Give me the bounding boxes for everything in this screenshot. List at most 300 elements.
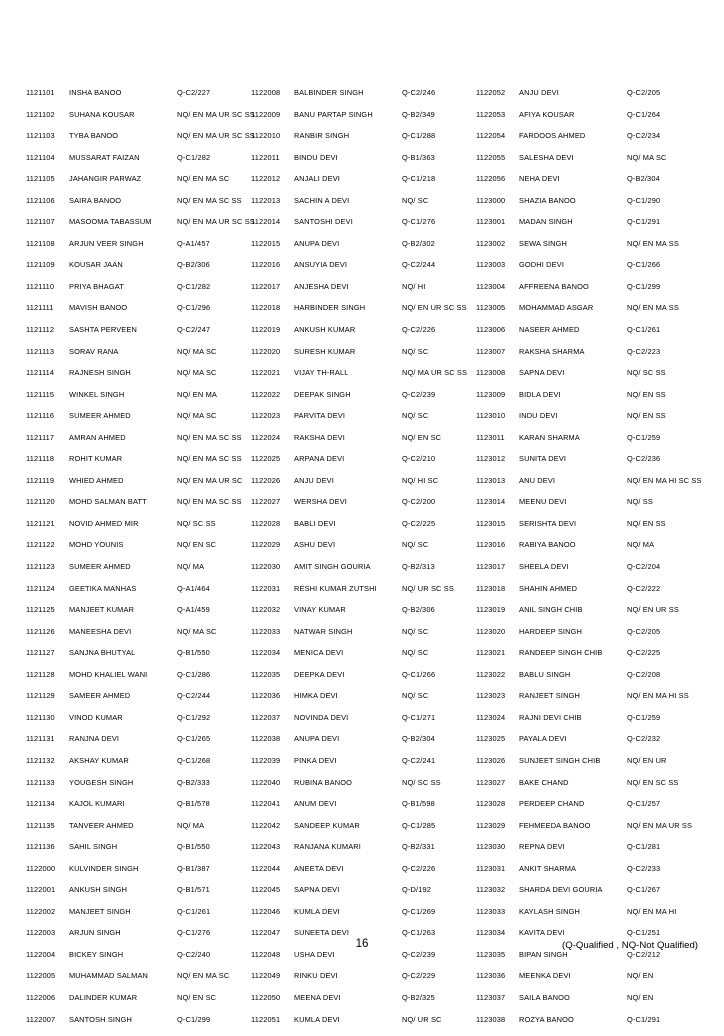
roll-number: 1122010 — [251, 131, 281, 141]
table-row — [26, 562, 251, 584]
table-row — [251, 325, 476, 347]
status-code: Q-B1/550 — [177, 842, 210, 852]
table-row — [251, 756, 476, 778]
status-code: Q-C2/232 — [627, 734, 661, 744]
candidate-name: MOHD YOUNIS — [69, 540, 124, 550]
candidate-name: KOUSAR JAAN — [69, 260, 123, 270]
candidate-name: BANU PARTAP SINGH — [294, 109, 373, 119]
candidate-name: SHAZIA BANOO — [519, 195, 576, 205]
status-code: NQ/ SC SS — [177, 518, 216, 528]
status-code: Q-C2/223 — [627, 346, 661, 356]
status-code: Q-C1/271 — [402, 712, 436, 722]
table-row — [26, 1015, 251, 1036]
status-code: Q-B2/306 — [402, 605, 435, 615]
candidate-name: MEENU DEVI — [519, 497, 567, 507]
candidate-name: BICKEY SINGH — [69, 949, 124, 959]
status-code: NQ/ SC — [402, 346, 429, 356]
candidate-name: HARDEEP SINGH — [519, 626, 583, 636]
roll-number: 1123009 — [476, 389, 506, 399]
roll-number: 1123025 — [476, 734, 506, 744]
candidate-name: ANUM DEVI — [294, 799, 337, 809]
candidate-name: TANVEER AHMED — [69, 820, 134, 830]
status-code: NQ/ EN — [627, 992, 654, 1002]
roll-number: 1121112 — [26, 325, 55, 335]
roll-number: 1123018 — [476, 583, 506, 593]
candidate-name: ASHU DEVI — [294, 540, 336, 550]
status-code: Q-C1/266 — [627, 260, 661, 270]
candidate-name: ANEETA DEVI — [294, 863, 344, 873]
candidate-name: ANUPA DEVI — [294, 734, 340, 744]
candidate-name: ANUPA DEVI — [294, 238, 340, 248]
candidate-name: ANKUSH KUMAR — [294, 325, 356, 335]
roll-number: 1122027 — [251, 497, 281, 507]
candidate-name: TYBA BANOO — [69, 131, 119, 141]
table-row — [251, 799, 476, 821]
candidate-name: SERISHTA DEVI — [519, 518, 577, 528]
status-code: Q-C1/276 — [177, 928, 211, 938]
table-row — [476, 627, 701, 649]
roll-number: 1121105 — [26, 174, 55, 184]
status-code: Q-B2/325 — [402, 992, 435, 1002]
candidate-name: KAYLASH SINGH — [519, 906, 580, 916]
table-row — [476, 174, 701, 196]
table-row — [476, 325, 701, 347]
status-code: NQ/ SC — [402, 195, 429, 205]
table-row — [26, 971, 251, 993]
table-row — [251, 260, 476, 282]
status-code: Q-C1/264 — [627, 109, 661, 119]
candidate-name: MOHAMMAD ASGAR — [519, 303, 594, 313]
candidate-name: SAPNA DEVI — [519, 368, 565, 378]
status-code: NQ/ EN MA SC SS — [177, 454, 242, 464]
table-row — [26, 368, 251, 390]
status-code: Q-B2/306 — [177, 260, 210, 270]
candidate-name: ANIL SINGH CHIB — [519, 605, 583, 615]
table-row — [251, 217, 476, 239]
table-row — [251, 88, 476, 110]
table-row — [251, 885, 476, 907]
candidate-name: RANJEET SINGH — [519, 691, 580, 701]
candidate-name: SAILA BANOO — [519, 992, 570, 1002]
table-row — [26, 303, 251, 325]
roll-number: 1122004 — [26, 949, 56, 959]
roll-number: 1122018 — [251, 303, 281, 313]
candidate-name: ROZYA BANOO — [519, 1014, 574, 1024]
candidate-name: AMIT SINGH GOURIA — [294, 562, 371, 572]
status-code: NQ/ SC — [402, 540, 429, 550]
candidate-name: ANSUYIA DEVI — [294, 260, 348, 270]
status-code: Q-C1/288 — [402, 131, 436, 141]
candidate-name: SHARDA DEVI GOURIA — [519, 885, 603, 895]
roll-number: 1122035 — [251, 669, 281, 679]
status-code: Q-C1/281 — [627, 842, 661, 852]
candidate-name: RINKU DEVI — [294, 971, 338, 981]
roll-number: 1123021 — [476, 648, 506, 658]
roll-number: 1121128 — [26, 669, 55, 679]
status-code: NQ/ MA SC — [627, 152, 667, 162]
status-code: Q-C1/285 — [402, 820, 436, 830]
table-row — [251, 562, 476, 584]
status-code: Q-A1/457 — [177, 238, 210, 248]
candidate-name: MEENKA DEVI — [519, 971, 571, 981]
status-code: Q-C2/225 — [402, 518, 436, 528]
roll-number: 1122003 — [26, 928, 56, 938]
roll-number: 1123037 — [476, 992, 506, 1002]
table-row — [251, 433, 476, 455]
table-row — [26, 993, 251, 1015]
candidate-name: GODHI DEVI — [519, 260, 565, 270]
table-row — [26, 821, 251, 843]
roll-number: 1122009 — [251, 109, 281, 119]
roll-number: 1121109 — [26, 260, 55, 270]
table-row — [476, 411, 701, 433]
candidate-name: AFIYA KOUSAR — [519, 109, 575, 119]
table-row — [476, 433, 701, 455]
candidate-name: SANTOSH SINGH — [69, 1014, 133, 1024]
status-code: Q-B2/333 — [177, 777, 210, 787]
status-code: Q-C1/299 — [177, 1014, 211, 1024]
status-code: Q-C2/226 — [402, 325, 436, 335]
roll-number: 1123022 — [476, 669, 506, 679]
candidate-name: NOVINDA DEVI — [294, 712, 349, 722]
table-row — [26, 282, 251, 304]
roll-number: 1122005 — [26, 971, 56, 981]
table-row — [476, 153, 701, 175]
status-code: Q-B1/363 — [402, 152, 435, 162]
candidate-name: SAPNA DEVI — [294, 885, 340, 895]
candidate-name: WHIED AHMED — [69, 475, 124, 485]
candidate-name: KUMLA DEVI — [294, 906, 340, 916]
roll-number: 1122021 — [251, 368, 281, 378]
status-code: NQ/ MA SC — [177, 626, 217, 636]
roll-number: 1121129 — [26, 691, 55, 701]
status-code: Q-C2/247 — [177, 325, 211, 335]
roll-number: 1121135 — [26, 820, 55, 830]
status-code: Q-C2/227 — [177, 88, 211, 97]
table-row — [251, 497, 476, 519]
status-code: Q-C2/244 — [177, 691, 211, 701]
roll-number: 1122045 — [251, 885, 281, 895]
roll-number: 1121120 — [26, 497, 55, 507]
status-code: NQ/ EN SS — [627, 389, 666, 399]
table-row — [476, 734, 701, 756]
candidate-name: HARBINDER SINGH — [294, 303, 366, 313]
table-row — [251, 368, 476, 390]
roll-number: 1121130 — [26, 712, 55, 722]
table-row — [26, 519, 251, 541]
table-row — [476, 519, 701, 541]
table-row — [476, 756, 701, 778]
status-code: Q-D/192 — [402, 885, 431, 895]
roll-number: 1122019 — [251, 325, 281, 335]
table-row — [26, 627, 251, 649]
roll-number: 1122017 — [251, 281, 281, 291]
status-code: Q-C2/239 — [402, 389, 436, 399]
table-row — [476, 971, 701, 993]
status-code: NQ/ SC SS — [627, 368, 666, 378]
table-row — [26, 756, 251, 778]
status-code: Q-C2/239 — [402, 949, 436, 959]
status-code: Q-C1/267 — [627, 885, 661, 895]
roll-number: 1121131 — [26, 734, 55, 744]
table-row — [476, 821, 701, 843]
table-row — [26, 713, 251, 735]
roll-number: 1123033 — [476, 906, 506, 916]
table-row — [476, 217, 701, 239]
candidate-name: BABLI DEVI — [294, 518, 336, 528]
roll-number: 1123008 — [476, 368, 506, 378]
status-code: NQ/ EN SC SS — [627, 777, 679, 787]
table-row — [476, 390, 701, 412]
status-code: Q-C1/265 — [177, 734, 211, 744]
status-code: Q-C1/268 — [177, 755, 211, 765]
table-row — [251, 993, 476, 1015]
status-code: Q-B2/304 — [627, 174, 660, 184]
roll-number: 1123003 — [476, 260, 506, 270]
table-row — [251, 239, 476, 261]
roll-number: 1121106 — [26, 195, 55, 205]
candidate-name: ARJUN SINGH — [69, 928, 121, 938]
table-row — [476, 713, 701, 735]
candidate-name: SUMEER AHMED — [69, 562, 131, 572]
status-code: NQ/ EN MA SC SS — [177, 497, 242, 507]
status-code: Q-C2/212 — [627, 949, 661, 959]
table-row — [476, 885, 701, 907]
roll-number: 1123020 — [476, 626, 506, 636]
status-code: Q-C2/229 — [402, 971, 436, 981]
roll-number: 1122023 — [251, 411, 281, 421]
status-code: NQ/ EN MA SC — [177, 174, 230, 184]
roll-number: 1123024 — [476, 712, 506, 722]
roll-number: 1122000 — [26, 863, 56, 873]
table-row — [251, 454, 476, 476]
status-code: Q-B1/598 — [402, 799, 435, 809]
table-row — [26, 476, 251, 498]
roll-number: 1121108 — [26, 238, 55, 248]
roll-number: 1122034 — [251, 648, 281, 658]
candidate-name: RAJNI DEVI CHIB — [519, 712, 582, 722]
candidate-name: SEWA SINGH — [519, 238, 568, 248]
table-row — [26, 347, 251, 369]
roll-number: 1123005 — [476, 303, 506, 313]
table-column-2 — [251, 88, 476, 1036]
roll-number: 1121121 — [26, 518, 55, 528]
status-code: NQ/ EN MA HI SS — [627, 691, 689, 701]
candidate-name: RANDEEP SINGH CHIB — [519, 648, 603, 658]
table-row — [26, 153, 251, 175]
status-code: NQ/ EN MA SC SS — [177, 195, 242, 205]
status-code: NQ/ EN UR SC SS — [402, 303, 467, 313]
table-row — [476, 842, 701, 864]
status-code: Q-A1/459 — [177, 605, 210, 615]
roll-number: 1123004 — [476, 281, 506, 291]
roll-number: 1123001 — [476, 217, 506, 227]
roll-number: 1122030 — [251, 562, 281, 572]
status-code: NQ/ HI — [402, 281, 426, 291]
roll-number: 1123027 — [476, 777, 506, 787]
status-code: Q-C2/200 — [402, 497, 436, 507]
candidate-name: SASHTA PERVEEN — [69, 325, 137, 335]
candidate-name: PARVITA DEVI — [294, 411, 346, 421]
table-row — [26, 799, 251, 821]
status-code: Q-B2/304 — [402, 734, 435, 744]
roll-number: 1122006 — [26, 992, 56, 1002]
status-code: NQ/ UR SC SS — [402, 583, 454, 593]
status-code: NQ/ EN MA SS — [627, 238, 679, 248]
candidate-name: BIPAN SINGH — [519, 949, 568, 959]
table-row — [251, 971, 476, 993]
table-row — [476, 88, 701, 110]
candidate-name: BALBINDER SINGH — [294, 88, 364, 97]
status-code: Q-C1/259 — [627, 432, 661, 442]
table-row — [476, 368, 701, 390]
table-row — [26, 433, 251, 455]
roll-number: 1123019 — [476, 605, 506, 615]
candidate-name: KULVINDER SINGH — [69, 863, 139, 873]
roll-number: 1121136 — [26, 842, 55, 852]
candidate-name: ARJUN VEER SINGH — [69, 238, 144, 248]
table-row — [251, 584, 476, 606]
table-row — [26, 109, 255, 132]
candidate-name: KAJOL KUMARI — [69, 799, 125, 809]
roll-number: 1122008 — [251, 88, 281, 97]
roll-number: 1122048 — [251, 949, 281, 959]
candidate-name: RANBIR SINGH — [294, 131, 350, 141]
roll-number: 1122052 — [476, 88, 506, 97]
status-code: NQ/ SC — [402, 626, 429, 636]
table-row — [251, 153, 476, 175]
table-row — [251, 691, 476, 713]
status-code: Q-B1/550 — [177, 648, 210, 658]
status-code: NQ/ EN MA HI — [627, 906, 677, 916]
candidate-name: RAKSHA DEVI — [294, 432, 345, 442]
roll-number: 1123000 — [476, 195, 506, 205]
candidate-list-table — [26, 88, 702, 1036]
candidate-name: WINKEL SINGH — [69, 389, 125, 399]
status-code: Q-C2/204 — [627, 562, 661, 572]
status-code: Q-C2/222 — [627, 583, 661, 593]
table-row — [26, 584, 251, 606]
candidate-name: PERDEEP CHAND — [519, 799, 585, 809]
roll-number: 1123006 — [476, 325, 506, 335]
candidate-name: AKSHAY KUMAR — [69, 755, 129, 765]
roll-number: 1121110 — [26, 281, 55, 291]
roll-number: 1121125 — [26, 605, 55, 615]
roll-number: 1121122 — [26, 540, 55, 550]
roll-number: 1122012 — [251, 174, 281, 184]
candidate-name: KUMLA DEVI — [294, 1014, 340, 1024]
roll-number: 1122033 — [251, 626, 281, 636]
status-code: NQ/ EN SC — [177, 992, 217, 1002]
page-number: 16 — [355, 938, 369, 950]
candidate-name: NEHA DEVI — [519, 174, 560, 184]
candidate-name: ANKUSH SINGH — [69, 885, 128, 895]
candidate-name: RAJNESH SINGH — [69, 368, 131, 378]
table-row — [26, 88, 251, 110]
table-row — [251, 907, 476, 929]
table-row — [26, 411, 251, 433]
roll-number: 1121132 — [26, 755, 55, 765]
candidate-name: SUNJEET SINGH CHIB — [519, 755, 601, 765]
candidate-name: YOUGESH SINGH — [69, 777, 134, 787]
roll-number: 1121123 — [26, 562, 55, 572]
candidate-name: DALINDER KUMAR — [69, 992, 138, 1002]
status-code: NQ/ EN UR — [627, 755, 667, 765]
status-code: Q-C1/251 — [627, 928, 661, 938]
table-row — [476, 454, 701, 476]
roll-number: 1121118 — [26, 454, 55, 464]
table-row — [476, 303, 701, 325]
table-row — [251, 670, 476, 692]
status-code: NQ/ MA SC — [177, 368, 217, 378]
candidate-name: AMRAN AHMED — [69, 432, 126, 442]
status-code: Q-B2/302 — [402, 238, 435, 248]
status-code: NQ/ MA — [627, 540, 655, 550]
status-code: NQ/ SS — [627, 497, 653, 507]
roll-number: 1122020 — [251, 346, 281, 356]
table-row — [26, 540, 251, 562]
candidate-name: RABIYA BANOO — [519, 540, 576, 550]
candidate-name: KARAN SHARMA — [519, 432, 580, 442]
candidate-name: VIJAY TH-RALL — [294, 368, 349, 378]
roll-number: 1121104 — [26, 152, 55, 162]
candidate-name: SALESHA DEVI — [519, 152, 574, 162]
table-row — [476, 131, 701, 153]
status-code: Q-C1/299 — [627, 281, 661, 291]
table-row — [26, 670, 251, 692]
table-row — [26, 174, 251, 196]
candidate-name: ARPANA DEVI — [294, 454, 345, 464]
roll-number: 1122036 — [251, 691, 281, 701]
status-code: NQ/ EN MA SS — [627, 303, 679, 313]
candidate-name: DEEPAK SINGH — [294, 389, 351, 399]
table-row — [251, 648, 476, 670]
roll-number: 1122042 — [251, 820, 281, 830]
roll-number: 1121124 — [26, 583, 55, 593]
candidate-name: BINDU DEVI — [294, 152, 338, 162]
table-row — [476, 993, 701, 1015]
status-code: NQ/ SC SS — [402, 777, 441, 787]
roll-number: 1121102 — [26, 109, 55, 119]
table-row — [476, 239, 701, 261]
table-row — [476, 347, 701, 369]
candidate-name: PINKA DEVI — [294, 755, 337, 765]
roll-number: 1122043 — [251, 842, 281, 852]
candidate-name: MOHD SALMAN BATT — [69, 497, 147, 507]
roll-number: 1123002 — [476, 238, 506, 248]
candidate-name: SANTOSHI DEVI — [294, 217, 353, 227]
roll-number: 1122055 — [476, 152, 506, 162]
candidate-name: AFFREENA BANOO — [519, 281, 589, 291]
table-row — [476, 540, 701, 562]
candidate-name: NASEER AHMED — [519, 325, 580, 335]
candidate-name: NATWAR SINGH — [294, 626, 353, 636]
page-footer — [0, 938, 724, 958]
roll-number: 1122038 — [251, 734, 281, 744]
status-code: NQ/ EN SS — [627, 518, 666, 528]
roll-number: 1122054 — [476, 131, 506, 141]
candidate-name: MEENA DEVI — [294, 992, 341, 1002]
roll-number: 1122046 — [251, 906, 281, 916]
status-code: Q-C1/218 — [402, 174, 436, 184]
status-code: NQ/ EN MA UR SC — [177, 475, 243, 485]
candidate-name: JAHANGIR PARWAZ — [69, 174, 142, 184]
status-code: Q-C1/296 — [177, 303, 211, 313]
status-code: Q-B2/331 — [402, 842, 435, 852]
table-columns — [26, 88, 702, 1036]
roll-number: 1122028 — [251, 518, 281, 528]
candidate-name: FARDOOS AHMED — [519, 131, 586, 141]
